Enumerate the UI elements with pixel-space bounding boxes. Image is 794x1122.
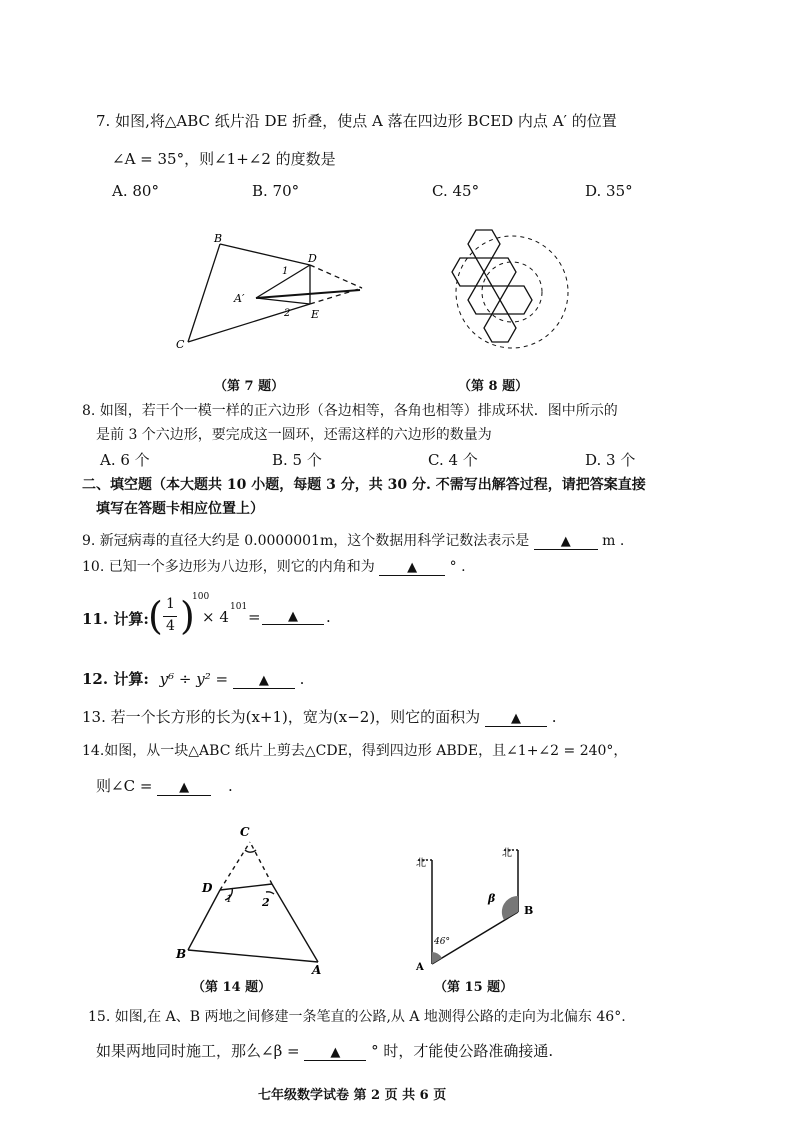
fig15-label-a: A xyxy=(416,962,424,972)
q11-times-4: × 4 xyxy=(202,608,229,626)
q8-option-b: B. 5 个 xyxy=(272,451,322,469)
fig7-side-bc xyxy=(188,244,220,342)
q13 xyxy=(82,706,557,727)
fig7-dash-e xyxy=(310,288,362,304)
fig8-hexagon xyxy=(484,258,516,286)
fig15-label-north-a: 北 xyxy=(416,858,426,869)
fig14-dash-ec xyxy=(250,842,272,884)
fig14-side-de xyxy=(220,884,272,890)
fig14-label-c: C xyxy=(240,825,250,839)
section-2-heading: 二、填空题（本大题共 10 小题，每题 3 分，共 30 分. 不需写出解答过程，请把答案直接 xyxy=(82,477,646,493)
figure-q14 xyxy=(170,822,330,974)
fig14-angle-c xyxy=(245,850,256,852)
q7-option-a: A. 80° xyxy=(112,182,159,200)
q12 xyxy=(82,668,304,689)
q11-denominator: 4 xyxy=(166,618,175,634)
q7-caption: （第 7 题） xyxy=(214,379,285,394)
fig14-label-2: 2 xyxy=(262,896,270,909)
q14-line2-text: 则∠C = xyxy=(96,777,153,795)
fig7-a-arrow xyxy=(256,290,360,298)
fig8-hexagon xyxy=(500,286,532,314)
q9-answer-blank[interactable]: ▲ xyxy=(534,535,598,550)
fig14-label-a: A xyxy=(312,963,322,974)
fig7-label-b: B xyxy=(214,232,223,245)
fig14-side-ae xyxy=(272,884,318,962)
q11-equals: = xyxy=(248,608,261,626)
q15-line2-text: 如果两地同时施工，那么∠β = xyxy=(96,1042,300,1060)
q8-option-d: D. 3 个 xyxy=(585,451,636,469)
figure-q8 xyxy=(440,222,570,362)
q11-end: . xyxy=(326,608,331,626)
figure-q15 xyxy=(406,842,556,972)
fig14-side-ba xyxy=(188,950,318,962)
fig7-side-bd xyxy=(220,244,310,265)
q7-option-c: C. 45° xyxy=(432,182,480,200)
fig7-label-c: C xyxy=(176,338,185,351)
fig14-angle-2 xyxy=(266,892,274,894)
fig15-label-north-b: 北 xyxy=(502,848,512,859)
q7-line2: ∠A = 35°，则∠1+∠2 的度数是 xyxy=(112,150,336,168)
fig7-side-ce xyxy=(188,304,310,342)
q11-exponent-2: 101 xyxy=(230,602,248,612)
q15-end: ° 时，才能使公路准确接通. xyxy=(371,1042,554,1060)
q12-answer-blank[interactable]: ▲ xyxy=(233,674,295,689)
fig7-label-1: 1 xyxy=(282,266,289,277)
q8-line1: 8. 如图，若干个一模一样的正六边形（各边相等，各角也相等）排成环状．图中所示的 xyxy=(82,403,618,419)
q10 xyxy=(82,556,466,576)
q14-end: . xyxy=(227,777,233,795)
fig7-label-2: 2 xyxy=(284,308,291,319)
q15-answer-blank[interactable]: ▲ xyxy=(304,1046,366,1061)
fig8-ring-inner xyxy=(482,262,542,322)
fig15-angle-beta xyxy=(502,896,518,920)
q11-right-paren: ) xyxy=(180,594,195,638)
q7-option-b: B. 70° xyxy=(252,182,300,200)
fig14-label-d: D xyxy=(202,881,213,895)
fig15-label-46: 46° xyxy=(434,937,450,947)
q10-text: 10. 已知一个多边形为八边形，则它的内角和为 xyxy=(82,559,375,575)
fig14-dash-dc xyxy=(220,842,250,890)
q9-text: 9. 新冠病毒的直径大约是 0.0000001m，这个数据用科学记数法表示是 xyxy=(82,533,530,549)
fig15-angle-46 xyxy=(432,952,442,964)
q12-end: . xyxy=(299,670,305,688)
q14-caption: （第 14 题） xyxy=(192,980,272,995)
q10-answer-blank[interactable]: ▲ xyxy=(379,561,445,576)
q11-label: 11. 计算: xyxy=(82,610,149,628)
q12-label: 12. 计算: xyxy=(82,670,149,688)
q9 xyxy=(82,530,624,550)
fig8-hexagon xyxy=(484,314,516,342)
fig7-dash-d xyxy=(310,265,362,288)
fig7-label-a: A′ xyxy=(234,292,245,305)
q8-option-c: C. 4 个 xyxy=(428,451,478,469)
q10-unit: ° . xyxy=(449,559,466,575)
fig14-label-1: 1 xyxy=(226,894,233,905)
fig7-a-e xyxy=(256,298,310,304)
q15-line2 xyxy=(96,1040,553,1061)
q11-answer-blank[interactable]: ▲ xyxy=(262,610,324,625)
q11-numerator: 1 xyxy=(166,596,175,612)
q8-option-a: A. 6 个 xyxy=(100,451,150,469)
section-2-heading-line2: 填写在答题卡相应位置上） xyxy=(96,501,264,517)
fig8-hexagon xyxy=(468,286,500,314)
q12-expression: y⁶ ÷ y² = xyxy=(159,670,229,688)
q13-text: 13. 若一个长方形的长为(x+1)，宽为(x−2)，则它的面积为 xyxy=(82,708,481,726)
figure-q7 xyxy=(170,230,380,360)
q14-line1: 14.如图，从一块△ABC 纸片上剪去△CDE，得到四边形 ABDE，且∠1+∠2 = 240°， xyxy=(82,743,628,759)
q11-fraction-bar xyxy=(163,616,177,617)
fig7-label-d: D xyxy=(308,252,317,265)
q11-exponent-1: 100 xyxy=(192,592,210,602)
q15-line1: 15. 如图,在 A、B 两地之间修建一条笔直的公路,从 A 地测得公路的走向为北偏东 46°. xyxy=(88,1009,626,1025)
q7-line1: 7. 如图,将△ABC 纸片沿 DE 折叠，使点 A 落在四边形 BCED 内点 A′ 的位置 xyxy=(96,112,617,130)
q8-caption: （第 8 题） xyxy=(458,379,529,394)
fig14-label-b: B xyxy=(176,947,187,961)
page-footer: 七年级数学试卷 第 2 页 共 6 页 xyxy=(258,1088,447,1103)
q9-unit: m . xyxy=(602,533,625,549)
fig15-label-b: B xyxy=(524,904,534,917)
fig15-label-beta: β xyxy=(488,892,496,905)
q15-caption: （第 15 题） xyxy=(434,980,514,995)
q14-answer-blank[interactable]: ▲ xyxy=(157,781,211,796)
q8-line2: 是前 3 个六边形，要完成这一圆环，还需这样的六边形的数量为 xyxy=(96,427,492,443)
q7-option-d: D. 35° xyxy=(585,182,633,200)
q13-answer-blank[interactable]: ▲ xyxy=(485,712,547,727)
q13-end: . xyxy=(551,708,557,726)
q14-line2 xyxy=(96,775,233,796)
fig7-label-e: E xyxy=(311,308,320,321)
fig14-side-bd xyxy=(188,890,220,950)
q11-left-paren: ( xyxy=(148,594,163,638)
